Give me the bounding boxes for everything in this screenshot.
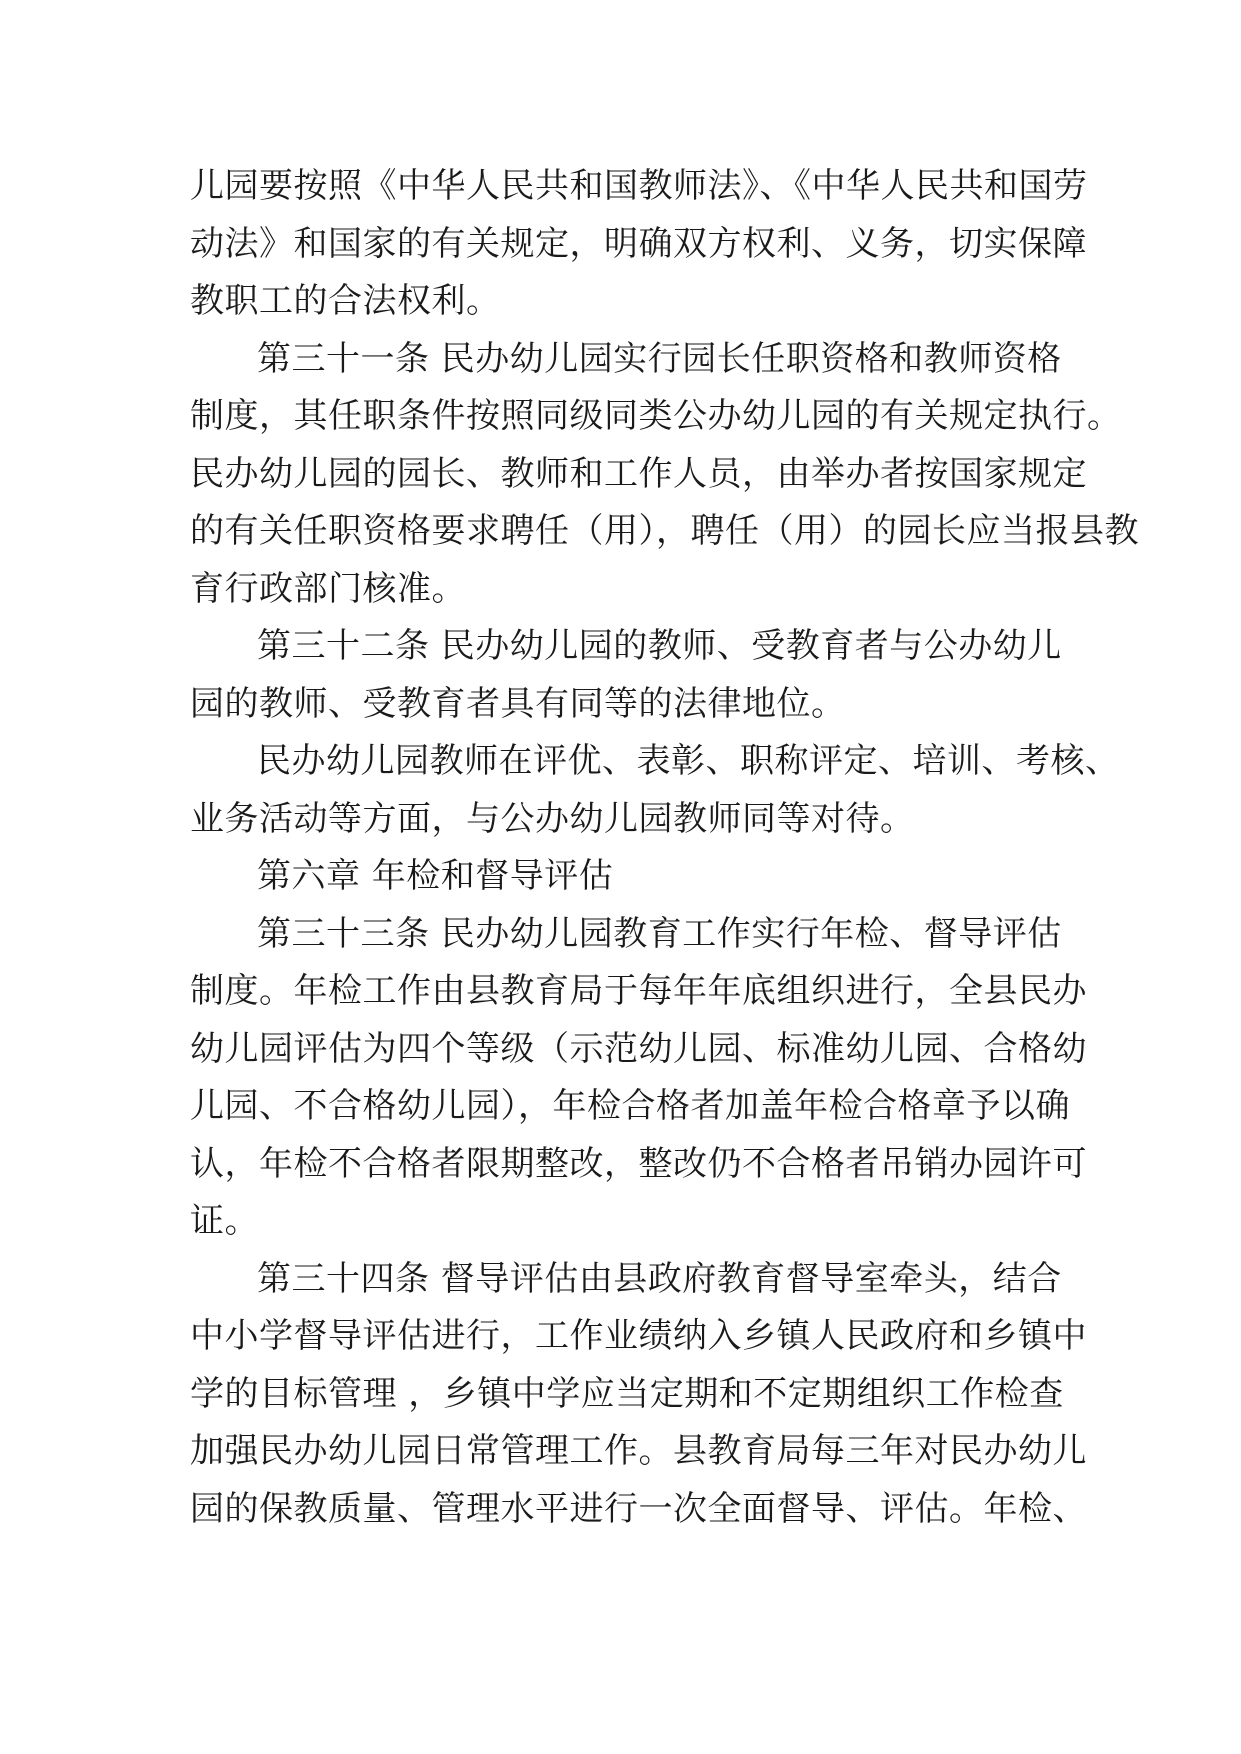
article-33-heading-line: 第三十三条 民办幼儿园教育工作实行年检、督导评估 [257, 914, 1062, 954]
text-line: 教职工的合法权利。 [190, 281, 501, 321]
text-line: 加强民办幼儿园日常管理工作。县教育局每三年对民办幼儿 [190, 1431, 1087, 1471]
article-32-heading-line: 第三十二条 民办幼儿园的教师、受教育者与公办幼儿 [257, 626, 1062, 666]
article-34-heading-line: 第三十四条 督导评估由县政府教育督导室牵头，结合 [257, 1259, 1062, 1299]
text-line: 证。 [190, 1201, 259, 1241]
text-line: 的有关任职资格要求聘任（用），聘任（用）的园长应当报县教 [190, 511, 1139, 551]
text-line: 园的教师、受教育者具有同等的法律地位。 [190, 684, 846, 724]
text-line: 认，年检不合格者限期整改，整改仍不合格者吊销办园许可 [190, 1144, 1087, 1184]
text-line: 儿园要按照《中华人民共和国教师法》、《中华人民共和国劳 [190, 166, 1088, 206]
text-line: 幼儿园评估为四个等级（示范幼儿园、标准幼儿园、合格幼 [190, 1029, 1087, 1069]
text-line: 制度，其任职条件按照同级同类公办幼儿园的有关规定执行。 [190, 396, 1122, 436]
text-line: 业务活动等方面，与公办幼儿园教师同等对待。 [190, 799, 915, 839]
text-line: 园的保教质量、管理水平进行一次全面督导、评估。年检、 [190, 1489, 1087, 1529]
paragraph-start-line: 民办幼儿园教师在评优、表彰、职称评定、培训、考核、 [257, 741, 1120, 781]
text-line: 中小学督导评估进行，工作业绩纳入乡镇人民政府和乡镇中 [190, 1316, 1087, 1356]
article-31-heading-line: 第三十一条 民办幼儿园实行园长任职资格和教师资格 [257, 339, 1062, 379]
text-line: 动法》和国家的有关规定，明确双方权利、义务，切实保障 [190, 224, 1087, 264]
text-line: 学的目标管理 ，乡镇中学应当定期和不定期组织工作检查 [190, 1374, 1064, 1414]
text-line: 育行政部门核准。 [190, 569, 466, 609]
text-line: 制度。年检工作由县教育局于每年年底组织进行，全县民办 [190, 971, 1087, 1011]
text-line: 民办幼儿园的园长、教师和工作人员，由举办者按国家规定 [190, 454, 1087, 494]
chapter-6-heading: 第六章 年检和督导评估 [257, 856, 614, 896]
text-line: 儿园、不合格幼儿园），年检合格者加盖年检合格章予以确 [190, 1086, 1070, 1126]
